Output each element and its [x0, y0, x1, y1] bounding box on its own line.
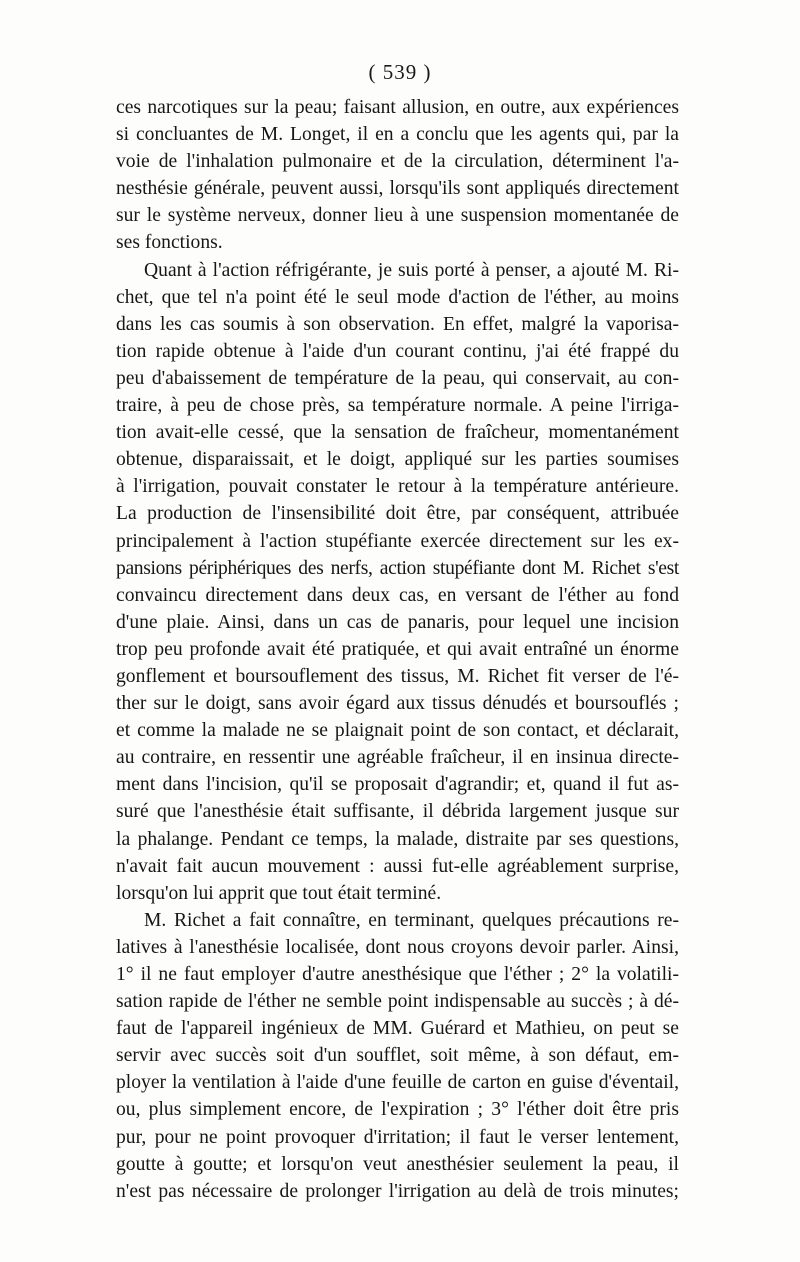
text-line: gonflement et boursouflement des tissus, M. Richet fit verser de l'é-: [116, 665, 679, 687]
text-line: Quant à l'action réfrigérante, je suis porté à penser, a ajouté M. Ri-: [144, 259, 679, 281]
text-line: ment dans l'incision, qu'il se proposait d'agrandir; et, quand il fut as-: [116, 774, 679, 796]
text-line: 1° il ne faut employer d'autre anesthésique que l'éther ; 2° la volatili-: [116, 964, 679, 985]
paragraph-3: [116, 907, 679, 1205]
text-line: lorsqu'on lui apprit que tout était terminé.: [116, 882, 442, 904]
text-line: M. Richet a fait connaître, en terminant, quelques précautions re-: [144, 909, 679, 931]
text-line: si concluantes de M. Longet, il en a conclu que les agents qui, par la: [116, 124, 679, 146]
text-line: faut de l'appareil ingénieux de MM. Guérard et Mathieu, on peut se: [116, 1018, 679, 1040]
text-line: chet, que tel n'a point été le seul mode d'action de l'éther, au moins: [116, 286, 679, 308]
text-line: sation rapide de l'éther ne semble point indispensable au succès ; à dé-: [116, 991, 679, 1013]
text-line: goutte à goutte; et lorsqu'on veut anesthésier seulement la peau, il: [116, 1153, 679, 1175]
paragraph-1: [116, 94, 679, 257]
text-line: La production de l'insensibilité doit être, par conséquent, attribuée: [116, 503, 679, 525]
text-line: au contraire, en ressentir une agréable fraîcheur, il en insinua directe-: [116, 747, 679, 769]
text-line: ses fonctions.: [116, 232, 223, 254]
text-line: et comme la malade ne se plaignait point de son contact, et déclarait,: [116, 720, 679, 742]
text-line: d'une plaie. Ainsi, dans un cas de panaris, pour lequel une incision: [116, 611, 679, 633]
text-line: obtenue, disparaissait, et le doigt, appliqué sur les parties soumises: [116, 449, 679, 471]
text-line: ther sur le doigt, sans avoir égard aux tissus dénudés et boursouflés ;: [116, 693, 679, 715]
text-line: ployer la ventilation à l'aide d'une feuille de carton en guise d'éventail,: [116, 1072, 679, 1094]
body-text: [116, 94, 679, 1205]
text-line: dans les cas soumis à son observation. En effet, malgré la vaporisa-: [116, 313, 679, 335]
text-line: pansions périphériques des nerfs, action stupéfiante dont M. Richet s'est: [116, 557, 679, 579]
text-line: n'est pas nécessaire de prolonger l'irrigation au delà de trois minutes;: [116, 1180, 679, 1202]
text-line: tion avait-elle cessé, que la sensation de fraîcheur, momentanément: [116, 422, 679, 444]
text-line: tion rapide obtenue à l'aide d'un courant continu, j'ai été frappé du: [116, 340, 679, 362]
text-line: traire, à peu de chose près, sa température normale. A peine l'irriga-: [116, 395, 679, 417]
text-line: ou, plus simplement encore, de l'expiration ; 3° l'éther doit être pris: [116, 1099, 679, 1121]
page-number: ( 539 ): [368, 60, 432, 84]
text-line: la phalange. Pendant ce temps, la malade, distraite par ses questions,: [116, 828, 679, 850]
text-line: suré que l'anesthésie était suffisante, il débrida largement jusque sur: [116, 801, 679, 823]
text-line: trop peu profonde avait été pratiquée, et qui avait entraîné un énorme: [116, 638, 679, 660]
paragraph-2: [116, 257, 679, 907]
text-line: à l'irrigation, pouvait constater le retour à la température antérieure.: [116, 476, 679, 498]
text-line: pur, pour ne point provoquer d'irritation; il faut le verser lentement,: [116, 1126, 679, 1148]
text-line: voie de l'inhalation pulmonaire et de la circulation, déterminent l'a-: [116, 151, 679, 173]
text-line: sur le système nerveux, donner lieu à une suspension momentanée de: [116, 205, 679, 227]
text-line: n'avait fait aucun mouvement : aussi fut-elle agréablement surprise,: [116, 855, 679, 877]
text-line: latives à l'anesthésie localisée, dont nous croyons devoir parler. Ainsi,: [116, 936, 679, 958]
text-line: servir avec succès soit d'un soufflet, soit même, à son défaut, em-: [116, 1045, 679, 1067]
text-line: peu d'abaissement de température de la peau, qui conservait, au con-: [116, 367, 679, 389]
text-line: convaincu directement dans deux cas, en versant de l'éther au fond: [116, 584, 679, 606]
text-line: principalement à l'action stupéfiante exercée directement sur les ex-: [116, 530, 679, 552]
text-line: nesthésie générale, peuvent aussi, lorsqu'ils sont appliqués directement: [116, 178, 679, 200]
text-line: ces narcotiques sur la peau; faisant allusion, en outre, aux expériences: [116, 97, 679, 118]
